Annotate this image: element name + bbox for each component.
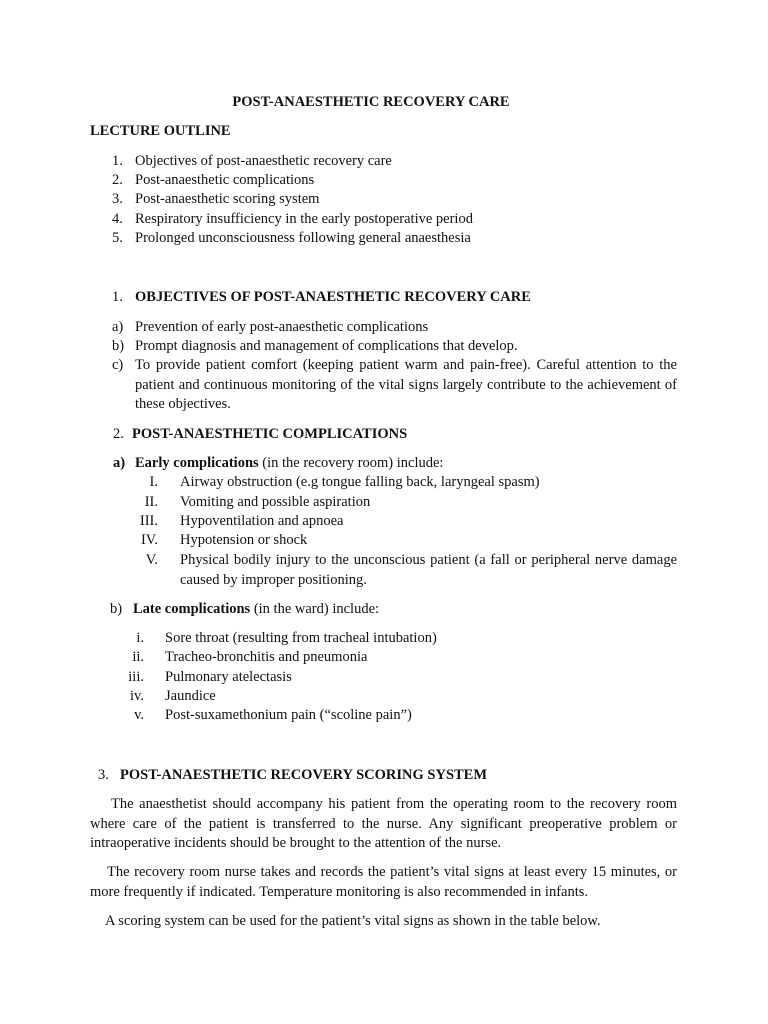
list-item-text: Vomiting and possible aspiration [180,494,371,510]
outline-item-text: Objectives of post-anaesthetic recovery care [135,153,392,169]
outline-item-text: Post-anaesthetic scoring system [135,191,320,207]
section1-heading: OBJECTIVES OF POST-ANAESTHETIC RECOVERY CARE [135,289,531,305]
list-item-text: Pulmonary atelectasis [165,669,292,685]
list-item-number: III. [139,513,158,529]
section2-number: 2. [113,426,124,442]
section1-item-label: c) [112,357,124,373]
list-item-text: Hypotension or shock [180,532,308,548]
list-item-number: II. [144,494,158,510]
list-item-number: iv. [130,688,144,704]
outline-item-text: Prolonged unconsciousness following general anaesthesia [135,230,471,246]
late-complications-title: Late complications [133,601,251,617]
section3-paragraph: The anaesthetist should accompany his patient from the operating room to the recovery room where care of the patient is transferred to the nurse. Any significant preoperative problem or intraoperative incidents should be brought to the attention of the nurse. [90,796,677,851]
page-title: POST-ANAESTHETIC RECOVERY CARE [232,94,510,110]
section1-item-text: Prompt diagnosis and management of complications that develop. [135,338,518,354]
section1-number: 1. [112,289,123,305]
late-complications-intro [133,600,379,620]
outline-item-number: 3. [112,191,123,207]
early-complications-intro [135,454,443,474]
section1-item-text: To provide patient comfort (keeping patient warm and pain-free). Careful attention to the patient and continuous monitoring of the vital signs largely contribute to the achievement of these objectives. [135,357,677,412]
list-item-text: Post-suxamethonium pain (“scoline pain”) [165,707,412,723]
list-item-number: V. [145,552,158,568]
section1-item-label: b) [112,338,125,354]
early-complications-desc: (in the recovery room) include: [258,455,444,471]
list-item-number: v. [134,707,144,723]
section2-heading: POST-ANAESTHETIC COMPLICATIONS [132,426,408,442]
list-item-text: Physical bodily injury to the unconscious patient (a fall or peripheral nerve damage caused by improper positioning. [180,552,677,588]
list-item-number: I. [149,474,158,490]
list-item-text: Hypoventilation and apnoea [180,513,344,529]
outline-item-number: 1. [112,153,123,169]
early-complications-label: a) [113,455,126,471]
late-complications-desc: (in the ward) include: [250,601,380,617]
list-item-text: Jaundice [165,688,216,704]
list-item-number: i. [136,630,144,646]
section3-heading: POST-ANAESTHETIC RECOVERY SCORING SYSTEM [120,767,488,783]
list-item-text: Tracheo-bronchitis and pneumonia [165,649,368,665]
list-item-number: iii. [128,669,144,685]
section3-number: 3. [98,767,109,783]
list-item-number: IV. [140,532,158,548]
outline-item-number: 4. [112,211,123,227]
late-complications-label: b) [110,601,123,617]
section1-item-label: a) [112,319,124,335]
early-complications-title: Early complications [135,455,259,471]
outline-item-number: 5. [112,230,123,246]
outline-item-text: Respiratory insufficiency in the early postoperative period [135,211,473,227]
section1-item-text: Prevention of early post-anaesthetic complications [135,319,429,335]
outline-item-text: Post-anaesthetic complications [135,172,315,188]
list-item-text: Sore throat (resulting from tracheal intubation) [165,630,437,646]
outline-heading: LECTURE OUTLINE [90,123,231,139]
list-item-text: Airway obstruction (e.g tongue falling back, laryngeal spasm) [180,474,540,490]
outline-item-number: 2. [112,172,123,188]
section3-paragraph: The recovery room nurse takes and records the patient’s vital signs at least every 15 minutes, or more frequently if indicated. Temperature monitoring is also recommended in infants. [90,864,677,900]
section3-paragraph: A scoring system can be used for the patient’s vital signs as shown in the table below. [105,913,601,929]
list-item-number: ii. [132,649,144,665]
